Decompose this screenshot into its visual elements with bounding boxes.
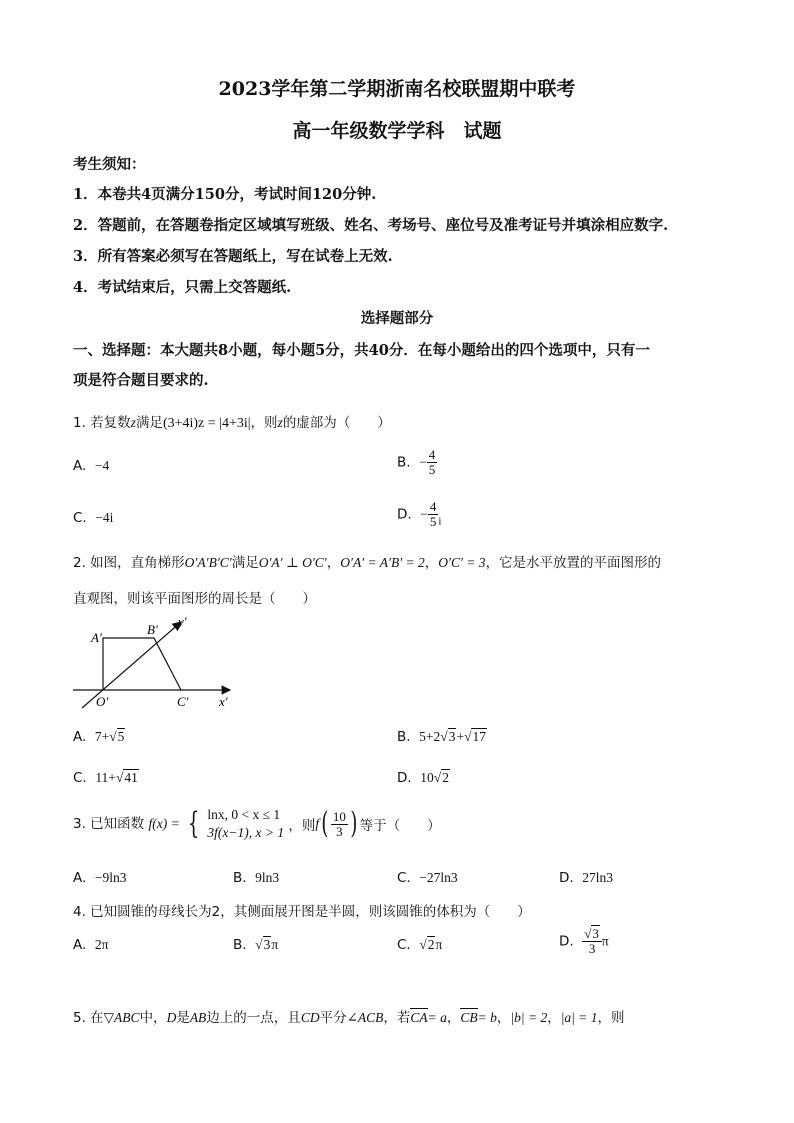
q2-option-d: D. 10√2 <box>397 770 449 786</box>
section-intro-line2: 项是符合题目要求的. <box>73 372 209 389</box>
question-4-stem: 4. 已知圆锥的母线长为2，其侧面展开图是半圆，则该圆锥的体积为（ ） <box>73 904 531 920</box>
exam-title: 2023学年第二学期浙南名校联盟期中联考 <box>218 78 576 100</box>
notice-item-2: 2．答题前，在答题卷指定区域填写班级、姓名、考场号、座位号及准考证号并填涂相应数字. <box>73 217 669 234</box>
label-o: O′ <box>96 694 109 709</box>
q2-option-b: B. 5+2√3+√17 <box>397 729 486 745</box>
notice-item-1: 1．本卷共4页满分150分，考试时间120分钟. <box>73 186 377 203</box>
label-c: C′ <box>177 694 189 709</box>
notice-item-4: 4．考试结束后，只需上交答题纸. <box>73 279 292 296</box>
q2-option-a: A. 7+√5 <box>73 729 125 745</box>
q4-option-c: C. √2π <box>397 937 443 953</box>
q4-option-d: D. $\frac{√3}{3}$ π <box>559 926 609 956</box>
notice-heading: 考生须知： <box>73 156 146 173</box>
q2-figure <box>70 612 240 712</box>
q1-equation: (3+4i)z = |4+3i| <box>162 416 251 431</box>
section-intro-line1: 一、选择题：本大题共8小题，每小题5分，共40分．在每小题给出的四个选项中，只有一 <box>73 342 650 359</box>
q4-option-b: B. √3π <box>233 937 279 953</box>
label-y: y′ <box>178 614 187 629</box>
q3-option-c: C. −27ln3 <box>397 870 458 886</box>
question-3-stem: 3. 已知函数 f(x) = { lnx, 0 < x ≤ 1 3f(x−1), x > 1 ，则f( $\frac{10}{3}$ ) 等于（ ） <box>73 806 441 841</box>
q3-option-a: A. −9ln3 <box>73 870 127 886</box>
question-2-stem-line2: 直观图，则该平面图形的周长是（ ） <box>73 591 316 607</box>
label-x: x′ <box>219 694 228 709</box>
label-b: B′ <box>147 622 158 637</box>
q1-option-b: B. − $\frac{4}{5}$ <box>397 447 436 477</box>
section-title: 选择题部分 <box>360 310 434 327</box>
question-5-stem: 5. 在▽ABC中，D是AB边上的一点，且CD平分∠ACB，若CA= a，CB= b，|b| = 2，|a| = 1，则 <box>73 1010 625 1026</box>
question-1-stem: 1. 若复数z满足(3+4i)z = |4+3i|，则z的虚部为（ ） <box>73 415 391 431</box>
exam-subtitle: 高一年级数学学科 试题 <box>292 120 502 142</box>
q4-option-a: A. 2π <box>73 937 109 953</box>
q3-option-d: D. 27ln3 <box>559 870 614 886</box>
q1-option-a: A. −4 <box>73 458 110 474</box>
notice-item-3: 3．所有答案必须写在答题纸上，写在试卷上无效. <box>73 248 393 265</box>
label-a: A′ <box>91 630 102 645</box>
q1-option-c: C. −4i <box>73 510 114 526</box>
q1-option-d: D. − $\frac{4}{5}$ $_i$ <box>397 499 442 529</box>
question-2-stem-line1: 2. 如图，直角梯形O′A′B′C′满足O′A′ ⊥ O′C′，O′A′ = A′B′ = 2，O′C′ = 3，它是水平放置的平面图形的 <box>73 555 662 571</box>
q2-option-c: C. 11+√41 <box>73 770 138 786</box>
q3-option-b: B. 9ln3 <box>233 870 280 886</box>
trapezoid <box>103 638 181 690</box>
